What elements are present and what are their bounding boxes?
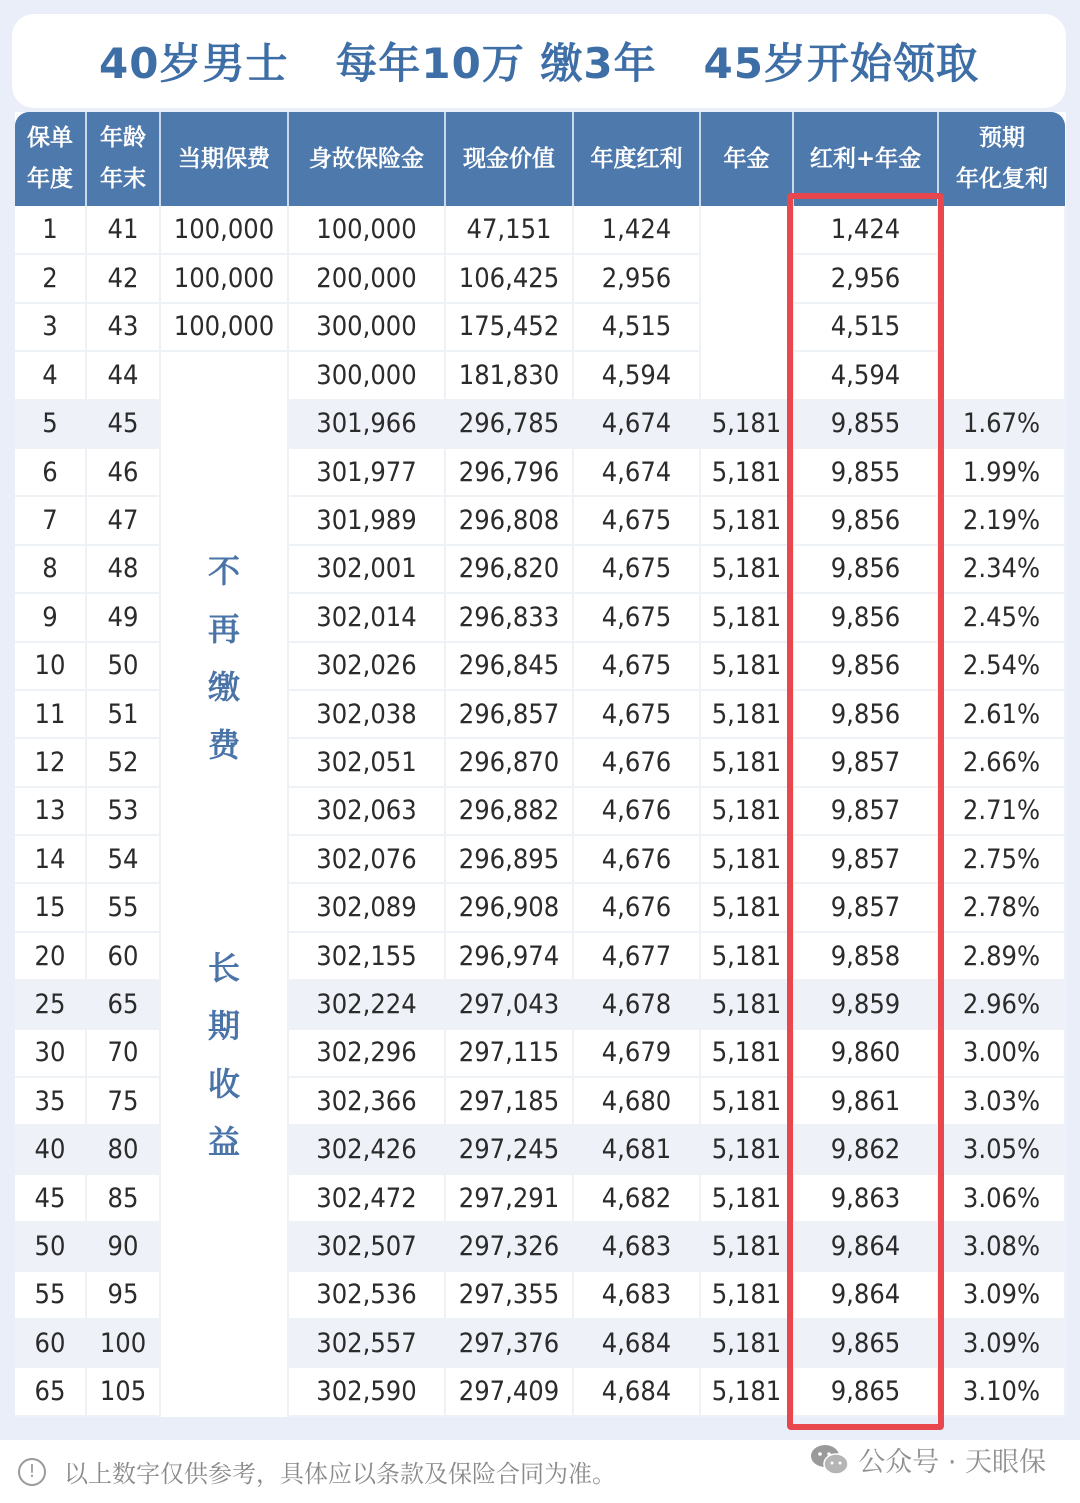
cell-annual-dividend: 4,676 xyxy=(573,738,700,786)
watermark xyxy=(810,1440,1046,1479)
table-body xyxy=(15,206,1065,1416)
cell-dividend-plus-annuity: 9,856 xyxy=(793,496,938,544)
column-header xyxy=(700,112,793,206)
cell-cash-value: 297,043 xyxy=(445,980,573,1028)
cell-policy-year: 4 xyxy=(15,351,86,399)
cell-death-benefit: 302,155 xyxy=(288,932,445,980)
vertical-note-char: 长 xyxy=(207,948,240,987)
cell-cash-value: 297,115 xyxy=(445,1029,573,1077)
cell-expected-irr: 2.78% xyxy=(938,883,1065,931)
cell-annual-dividend: 4,681 xyxy=(573,1125,700,1173)
benefit-table xyxy=(15,112,1066,1417)
column-header xyxy=(573,112,700,206)
cell-death-benefit: 302,557 xyxy=(288,1319,445,1367)
table-row xyxy=(15,206,1065,254)
column-header-line1: 当期保费 xyxy=(178,145,270,172)
cell-death-benefit: 302,366 xyxy=(288,1077,445,1125)
cell-annual-dividend: 4,684 xyxy=(573,1367,700,1415)
cell-age: 46 xyxy=(86,448,160,496)
page-title: 40岁男士 每年10万 缴3年 45岁开始领取 xyxy=(99,39,979,88)
cell-annuity: 5,181 xyxy=(700,835,793,883)
cell-annual-dividend: 4,675 xyxy=(573,593,700,641)
cell-dividend-plus-annuity: 9,859 xyxy=(793,980,938,1028)
column-header-line2: 年度 xyxy=(27,166,73,192)
table-row xyxy=(15,351,1065,399)
cell-death-benefit: 302,507 xyxy=(288,1222,445,1270)
cell-age: 85 xyxy=(86,1174,160,1222)
cell-dividend-plus-annuity: 9,856 xyxy=(793,642,938,690)
cell-dividend-plus-annuity: 9,861 xyxy=(793,1077,938,1125)
cell-age: 47 xyxy=(86,496,160,544)
cell-dividend-plus-annuity: 9,856 xyxy=(793,690,938,738)
column-header-line2: 年化复利 xyxy=(956,166,1048,192)
cell-cash-value: 181,830 xyxy=(445,351,573,399)
cell-expected-irr: 1.99% xyxy=(938,448,1065,496)
cell-annuity: 5,181 xyxy=(700,1222,793,1270)
cell-dividend-plus-annuity: 9,858 xyxy=(793,932,938,980)
cell-expected-irr: 2.34% xyxy=(938,545,1065,593)
column-header xyxy=(288,112,445,206)
cell-death-benefit: 302,026 xyxy=(288,642,445,690)
cell-annuity: 5,181 xyxy=(700,932,793,980)
cell-policy-year: 12 xyxy=(15,738,86,786)
cell-policy-year: 20 xyxy=(15,932,86,980)
cell-age: 52 xyxy=(86,738,160,786)
vertical-note-char: 不 xyxy=(207,551,240,590)
cell-cash-value: 297,291 xyxy=(445,1174,573,1222)
cell-policy-year: 11 xyxy=(15,690,86,738)
cell-cash-value: 296,808 xyxy=(445,496,573,544)
cell-death-benefit: 302,063 xyxy=(288,787,445,835)
cell-cash-value: 297,185 xyxy=(445,1077,573,1125)
cell-annual-dividend: 4,674 xyxy=(573,400,700,448)
footer xyxy=(0,1440,1080,1503)
column-header xyxy=(445,112,573,206)
cell-dividend-plus-annuity: 4,594 xyxy=(793,351,938,399)
cell-annual-dividend: 4,678 xyxy=(573,980,700,1028)
cell-premium: 100,000 xyxy=(160,254,288,302)
column-header-line1: 年度红利 xyxy=(590,145,683,172)
cell-expected-irr: 3.08% xyxy=(938,1222,1065,1270)
cell-cash-value: 296,820 xyxy=(445,545,573,593)
cell-cash-value: 296,974 xyxy=(445,932,573,980)
vertical-note-long-term-return xyxy=(161,939,287,1171)
cell-cash-value: 296,908 xyxy=(445,883,573,931)
cell-policy-year: 6 xyxy=(15,448,86,496)
cell-policy-year: 25 xyxy=(15,980,86,1028)
cell-expected-irr: 2.61% xyxy=(938,690,1065,738)
vertical-note-char: 收 xyxy=(207,1064,240,1103)
cell-annuity: 5,181 xyxy=(700,448,793,496)
cell-annuity: 5,181 xyxy=(700,1319,793,1367)
wechat-icon xyxy=(810,1443,850,1477)
cell-policy-year: 55 xyxy=(15,1271,86,1319)
cell-dividend-plus-annuity: 9,855 xyxy=(793,400,938,448)
cell-cash-value: 296,833 xyxy=(445,593,573,641)
cell-death-benefit: 302,089 xyxy=(288,883,445,931)
cell-expected-irr: 3.05% xyxy=(938,1125,1065,1173)
cell-policy-year: 8 xyxy=(15,545,86,593)
cell-policy-year: 14 xyxy=(15,835,86,883)
cell-death-benefit: 300,000 xyxy=(288,351,445,399)
cell-cash-value: 296,857 xyxy=(445,690,573,738)
cell-dividend-plus-annuity: 9,864 xyxy=(793,1222,938,1270)
cell-annuity: 5,181 xyxy=(700,980,793,1028)
disclaimer xyxy=(18,1454,616,1489)
column-header xyxy=(938,112,1065,206)
cell-policy-year: 1 xyxy=(15,206,86,254)
cell-annuity: 5,181 xyxy=(700,1271,793,1319)
cell-cash-value: 296,785 xyxy=(445,400,573,448)
cell-expected-irr: 3.00% xyxy=(938,1029,1065,1077)
cell-cash-value: 297,326 xyxy=(445,1222,573,1270)
cell-annual-dividend: 4,675 xyxy=(573,545,700,593)
cell-policy-year: 40 xyxy=(15,1125,86,1173)
disclaimer-text: 以上数字仅供参考，具体应以条款及保险合同为准。 xyxy=(64,1460,616,1488)
cell-irr-empty xyxy=(938,206,1065,400)
cell-annual-dividend: 4,679 xyxy=(573,1029,700,1077)
table-row xyxy=(15,254,1065,302)
cell-death-benefit: 300,000 xyxy=(288,303,445,351)
cell-annuity: 5,181 xyxy=(700,883,793,931)
cell-annuity: 5,181 xyxy=(700,1029,793,1077)
cell-annuity: 5,181 xyxy=(700,787,793,835)
cell-annuity: 5,181 xyxy=(700,1077,793,1125)
cell-annual-dividend: 4,515 xyxy=(573,303,700,351)
cell-policy-year: 10 xyxy=(15,642,86,690)
cell-policy-year: 15 xyxy=(15,883,86,931)
cell-annuity: 5,181 xyxy=(700,545,793,593)
cell-death-benefit: 302,536 xyxy=(288,1271,445,1319)
cell-policy-year: 7 xyxy=(15,496,86,544)
cell-death-benefit: 302,014 xyxy=(288,593,445,641)
cell-age: 51 xyxy=(86,690,160,738)
cell-annuity: 5,181 xyxy=(700,1174,793,1222)
cell-death-benefit: 301,977 xyxy=(288,448,445,496)
column-header-line1: 保单 xyxy=(27,125,73,151)
cell-cash-value: 296,796 xyxy=(445,448,573,496)
cell-premium-merged-note xyxy=(160,351,288,1416)
cell-annual-dividend: 4,676 xyxy=(573,787,700,835)
watermark-text: 公众号 · 天眼保 xyxy=(858,1447,1046,1478)
vertical-note-char: 益 xyxy=(207,1122,240,1161)
cell-age: 95 xyxy=(86,1271,160,1319)
cell-cash-value: 296,845 xyxy=(445,642,573,690)
cell-age: 53 xyxy=(86,787,160,835)
cell-annual-dividend: 1,424 xyxy=(573,206,700,254)
cell-annual-dividend: 4,684 xyxy=(573,1319,700,1367)
cell-dividend-plus-annuity: 4,515 xyxy=(793,303,938,351)
cell-policy-year: 30 xyxy=(15,1029,86,1077)
cell-cash-value: 296,882 xyxy=(445,787,573,835)
table-row xyxy=(15,303,1065,351)
cell-policy-year: 2 xyxy=(15,254,86,302)
cell-age: 90 xyxy=(86,1222,160,1270)
cell-age: 42 xyxy=(86,254,160,302)
cell-dividend-plus-annuity: 9,857 xyxy=(793,883,938,931)
cell-death-benefit: 302,051 xyxy=(288,738,445,786)
column-header-line1: 现金价值 xyxy=(463,145,555,172)
cell-annual-dividend: 4,677 xyxy=(573,932,700,980)
cell-age: 100 xyxy=(86,1319,160,1367)
column-header-line1: 身故保险金 xyxy=(309,145,424,172)
cell-death-benefit: 302,001 xyxy=(288,545,445,593)
cell-cash-value: 297,355 xyxy=(445,1271,573,1319)
cell-annuity: 5,181 xyxy=(700,496,793,544)
vertical-note-char: 期 xyxy=(207,1006,240,1045)
cell-age: 75 xyxy=(86,1077,160,1125)
vertical-note-no-more-premium xyxy=(161,542,287,774)
cell-dividend-plus-annuity: 9,857 xyxy=(793,787,938,835)
cell-dividend-plus-annuity: 9,856 xyxy=(793,593,938,641)
cell-death-benefit: 301,989 xyxy=(288,496,445,544)
cell-death-benefit: 302,076 xyxy=(288,835,445,883)
cell-policy-year: 9 xyxy=(15,593,86,641)
cell-age: 50 xyxy=(86,642,160,690)
cell-death-benefit: 301,966 xyxy=(288,400,445,448)
vertical-note-char: 再 xyxy=(207,609,240,648)
cell-annuity: 5,181 xyxy=(700,1367,793,1415)
cell-dividend-plus-annuity: 9,865 xyxy=(793,1319,938,1367)
column-header xyxy=(15,112,86,206)
cell-age: 105 xyxy=(86,1367,160,1415)
cell-death-benefit: 302,590 xyxy=(288,1367,445,1415)
cell-expected-irr: 2.89% xyxy=(938,932,1065,980)
cell-annual-dividend: 4,594 xyxy=(573,351,700,399)
cell-dividend-plus-annuity: 9,860 xyxy=(793,1029,938,1077)
cell-death-benefit: 200,000 xyxy=(288,254,445,302)
cell-annuity: 5,181 xyxy=(700,593,793,641)
cell-expected-irr: 2.75% xyxy=(938,835,1065,883)
cell-policy-year: 50 xyxy=(15,1222,86,1270)
cell-policy-year: 60 xyxy=(15,1319,86,1367)
cell-cash-value: 106,425 xyxy=(445,254,573,302)
cell-age: 54 xyxy=(86,835,160,883)
cell-expected-irr: 2.54% xyxy=(938,642,1065,690)
column-header-line1: 年金 xyxy=(723,145,770,172)
cell-death-benefit: 302,296 xyxy=(288,1029,445,1077)
cell-policy-year: 35 xyxy=(15,1077,86,1125)
cell-annuity: 5,181 xyxy=(700,400,793,448)
cell-dividend-plus-annuity: 9,855 xyxy=(793,448,938,496)
cell-dividend-plus-annuity: 2,956 xyxy=(793,254,938,302)
cell-age: 60 xyxy=(86,932,160,980)
cell-cash-value: 47,151 xyxy=(445,206,573,254)
cell-annual-dividend: 4,676 xyxy=(573,883,700,931)
cell-dividend-plus-annuity: 9,856 xyxy=(793,545,938,593)
cell-expected-irr: 3.06% xyxy=(938,1174,1065,1222)
cell-death-benefit: 100,000 xyxy=(288,206,445,254)
cell-annuity: 5,181 xyxy=(700,690,793,738)
vertical-note-char: 缴 xyxy=(207,667,240,706)
cell-annual-dividend: 4,683 xyxy=(573,1222,700,1270)
cell-annual-dividend: 4,675 xyxy=(573,496,700,544)
cell-annuity-empty xyxy=(700,206,793,400)
cell-death-benefit: 302,038 xyxy=(288,690,445,738)
cell-annuity: 5,181 xyxy=(700,1125,793,1173)
cell-annual-dividend: 4,676 xyxy=(573,835,700,883)
cell-expected-irr: 3.10% xyxy=(938,1367,1065,1415)
cell-age: 55 xyxy=(86,883,160,931)
cell-annual-dividend: 2,956 xyxy=(573,254,700,302)
column-header-line1: 预期 xyxy=(979,125,1025,151)
cell-annual-dividend: 4,682 xyxy=(573,1174,700,1222)
cell-policy-year: 65 xyxy=(15,1367,86,1415)
cell-age: 80 xyxy=(86,1125,160,1173)
cell-dividend-plus-annuity: 9,863 xyxy=(793,1174,938,1222)
cell-age: 48 xyxy=(86,545,160,593)
cell-dividend-plus-annuity: 9,857 xyxy=(793,835,938,883)
cell-expected-irr: 3.03% xyxy=(938,1077,1065,1125)
cell-annual-dividend: 4,675 xyxy=(573,690,700,738)
cell-expected-irr: 2.45% xyxy=(938,593,1065,641)
cell-expected-irr: 2.71% xyxy=(938,787,1065,835)
cell-dividend-plus-annuity: 9,865 xyxy=(793,1367,938,1415)
cell-cash-value: 296,870 xyxy=(445,738,573,786)
cell-annual-dividend: 4,680 xyxy=(573,1077,700,1125)
cell-annual-dividend: 4,675 xyxy=(573,642,700,690)
vertical-note-char: 费 xyxy=(207,725,240,764)
cell-expected-irr: 3.09% xyxy=(938,1319,1065,1367)
column-header xyxy=(160,112,288,206)
cell-expected-irr: 1.67% xyxy=(938,400,1065,448)
cell-annuity: 5,181 xyxy=(700,738,793,786)
cell-premium: 100,000 xyxy=(160,303,288,351)
cell-age: 65 xyxy=(86,980,160,1028)
cell-death-benefit: 302,472 xyxy=(288,1174,445,1222)
cell-age: 45 xyxy=(86,400,160,448)
cell-death-benefit: 302,224 xyxy=(288,980,445,1028)
cell-dividend-plus-annuity: 1,424 xyxy=(793,206,938,254)
info-icon: ! xyxy=(18,1458,46,1486)
cell-policy-year: 5 xyxy=(15,400,86,448)
cell-dividend-plus-annuity: 9,864 xyxy=(793,1271,938,1319)
column-header xyxy=(86,112,160,206)
cell-age: 43 xyxy=(86,303,160,351)
cell-policy-year: 3 xyxy=(15,303,86,351)
cell-expected-irr: 2.19% xyxy=(938,496,1065,544)
cell-cash-value: 297,376 xyxy=(445,1319,573,1367)
cell-expected-irr: 2.96% xyxy=(938,980,1065,1028)
cell-annual-dividend: 4,674 xyxy=(573,448,700,496)
column-header-line1: 年龄 xyxy=(100,125,146,151)
title-card xyxy=(12,14,1066,108)
benefit-table-wrap xyxy=(15,112,1065,1417)
cell-age: 44 xyxy=(86,351,160,399)
cell-cash-value: 175,452 xyxy=(445,303,573,351)
cell-expected-irr: 2.66% xyxy=(938,738,1065,786)
cell-premium: 100,000 xyxy=(160,206,288,254)
cell-dividend-plus-annuity: 9,857 xyxy=(793,738,938,786)
cell-policy-year: 13 xyxy=(15,787,86,835)
table-header-row xyxy=(15,112,1065,206)
cell-annuity: 5,181 xyxy=(700,642,793,690)
column-header xyxy=(793,112,938,206)
cell-expected-irr: 3.09% xyxy=(938,1271,1065,1319)
cell-cash-value: 297,409 xyxy=(445,1367,573,1415)
cell-age: 49 xyxy=(86,593,160,641)
cell-annual-dividend: 4,683 xyxy=(573,1271,700,1319)
column-header-line2: 年末 xyxy=(100,166,146,192)
cell-age: 41 xyxy=(86,206,160,254)
cell-policy-year: 45 xyxy=(15,1174,86,1222)
cell-cash-value: 297,245 xyxy=(445,1125,573,1173)
cell-age: 70 xyxy=(86,1029,160,1077)
cell-dividend-plus-annuity: 9,862 xyxy=(793,1125,938,1173)
cell-death-benefit: 302,426 xyxy=(288,1125,445,1173)
column-header-line1: 红利+年金 xyxy=(809,145,922,172)
cell-cash-value: 296,895 xyxy=(445,835,573,883)
